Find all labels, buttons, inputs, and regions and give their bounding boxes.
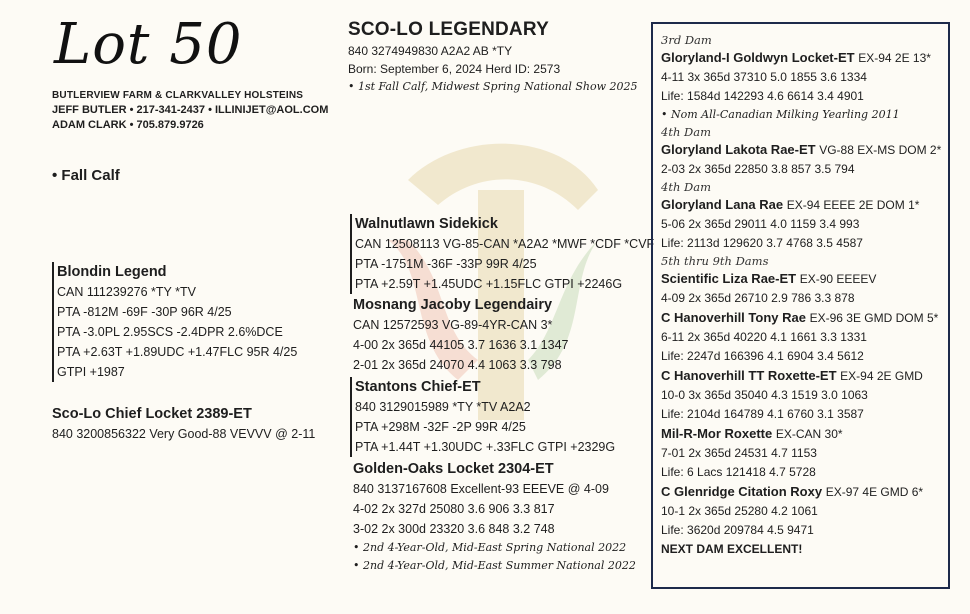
dam-record: Life: 2104d 164789 4.1 6760 3.1 3587 (661, 407, 864, 421)
dam-record: 5-06 2x 365d 29011 4.0 1159 3.4 993 (661, 217, 860, 231)
dam-record: Life: 6 Lacs 121418 4.7 5728 (661, 465, 816, 479)
mosnang-name: Mosnang Jacoby Legendairy (353, 297, 553, 313)
dam-classification: EX-97 4E GMD 6* (825, 485, 924, 499)
lot-number: Lot 50 (54, 12, 243, 77)
golden-note: • 2nd 4-Year-Old, Mid-East Spring National 2022 (353, 541, 627, 554)
animal-ids: 840 3274949830 A2A2 AB *TY (348, 44, 513, 58)
dam-title: Gloryland Lakota Rae-ET (661, 142, 816, 157)
animal-award: • 1st Fall Calf, Midwest Spring National Show 2025 (348, 80, 638, 93)
maternal-grandsire (350, 377, 615, 457)
walnutlawn-line: PTA -1751M -36F -33P 99R 4/25 (355, 257, 537, 271)
dam-title: Gloryland Lana Rae (661, 197, 784, 212)
animal-born: Born: September 6, 2024 Herd ID: 2573 (348, 62, 561, 76)
walnutlawn-line: PTA +2.59T +1.45UDC +1.15FLC GTPI +2246G (355, 277, 623, 291)
dam-name (661, 424, 948, 444)
mosnang-line: 2-01 2x 365d 24070 4.4 1063 3.3 798 (353, 358, 562, 372)
dam-title: Gloryland-I Goldwyn Locket-ET (661, 50, 855, 65)
dam-name (661, 269, 948, 289)
dam-classification: EX-CAN 30* (775, 427, 843, 441)
dam-classification: EX-90 EEEEV (799, 272, 877, 286)
dam-record: Life: 2247d 166396 4.1 6904 3.4 5612 (661, 349, 864, 363)
dam-classification: EX-96 3E GMD DOM 5* (809, 311, 939, 325)
golden-line: 4-02 2x 327d 25080 3.6 906 3.3 817 (353, 502, 555, 516)
section-header: 4th Dam (661, 125, 711, 139)
contact-jeff: JEFF BUTLER • 217-341-2437 • ILLINIJET@AOL.COM (52, 104, 329, 116)
stantons-line: PTA +1.44T +1.30UDC +.33FLC GTPI +2329G (355, 440, 616, 454)
walnutlawn-name: Walnutlawn Sidekick (355, 216, 498, 232)
section-header: 3rd Dam (661, 33, 712, 47)
dam-lineage-box (651, 22, 950, 589)
stantons-name: Stantons Chief-ET (355, 379, 481, 395)
section-header: 5th thru 9th Dams (661, 254, 769, 268)
animal-header (348, 18, 638, 96)
consignor-contact (52, 88, 342, 133)
dam-record: 6-11 2x 365d 40220 4.1 1661 3.3 1331 (661, 330, 867, 344)
dam-classification: EX-94 EEEE 2E DOM 1* (786, 198, 920, 212)
dam-record: Life: 3620d 209784 4.5 9471 (661, 523, 814, 537)
contact-adam: ADAM CLARK • 705.879.9726 (52, 119, 204, 131)
dam-record: 4-09 2x 365d 26710 2.9 786 3.3 878 (661, 291, 855, 305)
dam-title: Scientific Liza Rae-ET (661, 271, 797, 286)
sire-line: PTA -3.0PL 2.95SCS -2.4DPR 2.6%DCE (57, 325, 283, 339)
golden-line: 3-02 2x 300d 23320 3.6 848 3.2 748 (353, 522, 555, 536)
mosnang-line: CAN 12572593 VG-89-4YR-CAN 3* (353, 318, 553, 332)
dam-record: Life: 2113d 129620 3.7 4768 3.5 4587 (661, 236, 863, 250)
dam-line: 840 3200856322 Very Good-88 VEVVV @ 2-11 (52, 427, 316, 441)
paternal-granddam (353, 295, 568, 375)
dam-name (661, 195, 948, 215)
dam-note: • Nom All-Canadian Milking Yearling 2011 (661, 108, 900, 121)
animal-name: SCO-LO LEGENDARY (348, 19, 549, 40)
next-dam-note: NEXT DAM EXCELLENT! (661, 542, 803, 556)
category-label: • Fall Calf (52, 167, 120, 184)
dam-block (52, 404, 315, 444)
dam-name (661, 366, 948, 386)
dam-record: Life: 1584d 142293 4.6 6614 3.4 4901 (661, 89, 864, 103)
dam-title: C Hanoverhill TT Roxette-ET (661, 368, 837, 383)
dam-title: C Hanoverhill Tony Rae (661, 310, 806, 325)
dam-name (661, 308, 948, 328)
dam-name: Sco-Lo Chief Locket 2389-ET (52, 406, 252, 422)
golden-name: Golden-Oaks Locket 2304-ET (353, 461, 554, 477)
sire-line: PTA +2.63T +1.89UDC +1.47FLC 95R 4/25 (57, 345, 298, 359)
dam-record: 7-01 2x 365d 24531 4.7 1153 (661, 446, 817, 460)
walnutlawn-line: CAN 12508113 VG-85-CAN *A2A2 *MWF *CDF *CVF (355, 237, 655, 251)
sire-line: PTA -812M -69F -30P 96R 4/25 (57, 305, 232, 319)
dam-classification: EX-94 2E 13* (858, 51, 931, 65)
paternal-grandsire (350, 214, 654, 294)
dam-title: C Glenridge Citation Roxy (661, 484, 823, 499)
sire-line: GTPI +1987 (57, 365, 125, 379)
stantons-line: PTA +298M -32F -2P 99R 4/25 (355, 420, 526, 434)
sire-block (52, 262, 297, 382)
dam-name (661, 48, 948, 68)
dam-record: 10-0 3x 365d 35040 4.3 1519 3.0 1063 (661, 388, 868, 402)
dam-record: 4-11 3x 365d 37310 5.0 1855 3.6 1334 (661, 70, 867, 84)
dam-classification: VG-88 EX-MS DOM 2* (819, 143, 942, 157)
mosnang-line: 4-00 2x 365d 44105 3.7 1636 3.1 1347 (353, 338, 569, 352)
consignor-farm: BUTLERVIEW FARM & CLARKVALLEY HOLSTEINS (52, 90, 304, 101)
dam-name (661, 482, 948, 502)
stantons-line: 840 3129015989 *TY *TV A2A2 (355, 400, 531, 414)
dam-classification: EX-94 2E GMD (840, 369, 923, 383)
dam-name (661, 140, 948, 160)
dam-record: 2-03 2x 365d 22850 3.8 857 3.5 794 (661, 162, 855, 176)
sire-name: Blondin Legend (57, 264, 167, 280)
sire-line: CAN 111239276 *TY *TV (57, 285, 196, 299)
dam-title: Mil-R-Mor Roxette (661, 426, 773, 441)
golden-note: • 2nd 4-Year-Old, Mid-East Summer National 2022 (353, 559, 636, 572)
golden-line: 840 3137167608 Excellent-93 EEEVE @ 4-09 (353, 482, 609, 496)
section-header: 4th Dam (661, 180, 711, 194)
dam-record: 10-1 2x 365d 25280 4.2 1061 (661, 504, 818, 518)
maternal-granddam (353, 459, 636, 575)
